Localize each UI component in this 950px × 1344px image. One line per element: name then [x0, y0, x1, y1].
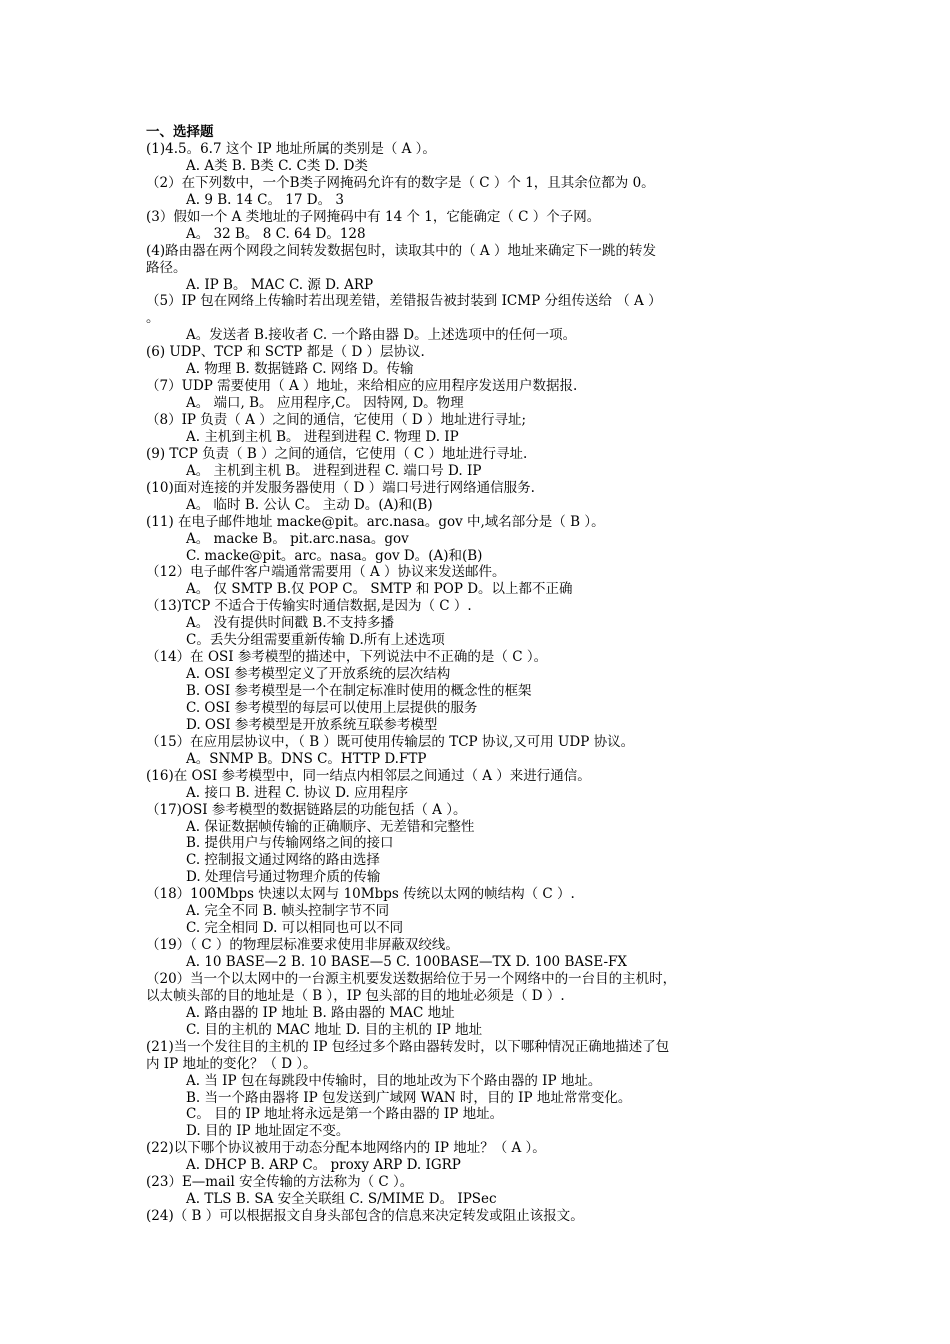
question-line: (22)以下哪个协议被用于动态分配本地网络内的 IP 地址？（ A ）。	[146, 1140, 546, 1157]
question-line: (23）E—mail 安全传输的方法称为（ C ）。	[146, 1174, 414, 1191]
option-line: A. 主机到主机 B。 进程到进程 C. 物理 D. IP	[186, 428, 459, 445]
option-line: A. 当 IP 包在每跳段中传输时，目的地址改为下个路由器的 IP 地址。	[186, 1072, 602, 1089]
section-title: 一、选择题	[146, 124, 214, 140]
question-line: (6) UDP、TCP 和 SCTP 都是（ D ）层协议.	[146, 344, 425, 361]
option-line: A. 9 B. 14 C。 17 D。 3	[186, 191, 344, 208]
option-line: C. 目的主机的 MAC 地址 D. 目的主机的 IP 地址	[186, 1021, 483, 1038]
question-line: （2）在下列数中，一个B类子网掩码允许有的数字是（ C ）个 1，且其余位都为 0。	[146, 174, 655, 191]
question-line: （8）IP 负责（ A ）之间的通信，它使用（ D ）地址进行寻址;	[146, 412, 527, 428]
option-line: A。 临时 B. 公认 C。 主动 D。(A)和(B)	[186, 496, 433, 513]
option-line: B. OSI 参考模型是一个在制定标准时使用的概念性的框架	[186, 683, 532, 699]
question-line: (16)在 OSI 参考模型中，同一结点内相邻层之间通过（ A ）来进行通信。	[146, 767, 591, 784]
option-line: D. OSI 参考模型是开放系统互联参考模型	[186, 716, 438, 733]
option-line: B. 当一个路由器将 IP 包发送到广域网 WAN 时，目的 IP 地址常常变化。	[186, 1089, 632, 1106]
option-line: A. 路由器的 IP 地址 B. 路由器的 MAC 地址	[186, 1004, 455, 1021]
option-line: A. 保证数据帧传输的正确顺序、无差错和完整性	[186, 818, 475, 835]
option-line: A. TLS B. SA 安全关联组 C. S/MIME D。 IPSec	[186, 1191, 497, 1208]
question-line: （20）当一个以太网中的一台源主机要发送数据给位于另一个网络中的一台目的主机时，	[146, 970, 677, 987]
question-line: （5）IP 包在网络上传输时若出现差错，差错报告被封装到 ICMP 分组传送给 （ A ）	[146, 293, 662, 310]
question-line: （12）电子邮件客户端通常需要用（ A ）协议来发送邮件。	[146, 564, 506, 581]
option-line: A。 主机到主机 B。 进程到进程 C. 端口号 D. IP	[186, 462, 482, 479]
option-line: A. 完全不同 B. 帧头控制字节不同	[186, 903, 390, 920]
option-line: A。发送者 B.接收者 C. 一个路由器 D。上述选项中的任何一项。	[186, 327, 577, 344]
question-line: (4)路由器在两个网段之间转发数据包时，读取其中的（ A ）地址来确定下一跳的转发	[146, 242, 656, 259]
option-line: B. 提供用户与传输网络之间的接口	[186, 835, 394, 852]
option-line: C. OSI 参考模型的每层可以使用上层提供的服务	[186, 699, 478, 716]
question-line: (21)当一个发往目的主机的 IP 包经过多个路由器转发时，以下哪种情况正确地描述了包	[146, 1038, 670, 1055]
option-line: A。 32 B。 8 C. 64 D。128	[186, 225, 366, 242]
option-line: D. 处理信号通过物理介质的传输	[186, 869, 381, 886]
option-line: A. DHCP B. ARP C。 proxy ARP D. IGRP	[186, 1157, 461, 1174]
question-list	[146, 124, 806, 1225]
question-line: （19）（ C ）的物理层标准要求使用非屏蔽双绞线。	[146, 937, 459, 954]
question-line: 。	[146, 310, 160, 327]
option-line: A。 没有提供时间戳 B.不支持多播	[186, 615, 395, 632]
question-line: （18）100Mbps 快速以太网与 10Mbps 传统以太网的帧结构（ C ）.	[146, 886, 575, 903]
question-line: (3）假如一个 A 类地址的子网掩码中有 14 个 1，它能确定（ C ）个子网。	[146, 208, 601, 225]
question-line: (9) TCP 负责（ B ）之间的通信，它使用（ C ）地址进行寻址.	[146, 445, 528, 462]
option-line: A. 接口 B. 进程 C. 协议 D. 应用程序	[186, 784, 409, 801]
option-line: C. 控制报文通过网络的路由选择	[186, 852, 380, 869]
option-line: A。 仅 SMTP B.仅 POP C。 SMTP 和 POP D。以上都不正确	[186, 581, 573, 598]
question-line: （17)OSI 参考模型的数据链路层的功能包括（ A ）。	[146, 801, 467, 818]
option-line: A. A类 B. B类 C. C类 D. D类	[186, 157, 368, 174]
question-line: (24)（ B ）可以根据报文自身头部包含的信息来决定转发或阻止该报文。	[146, 1208, 584, 1225]
option-line: A. OSI 参考模型定义了开放系统的层次结构	[186, 666, 451, 683]
option-line: C. macke@pit。arc。nasa。gov D。(A)和(B)	[186, 547, 483, 564]
option-line: A. IP B。 MAC C. 源 D. ARP	[186, 276, 374, 293]
question-line: (11) 在电子邮件地址 macke@pit。arc.nasa。gov 中,域名部分是（ B ）。	[146, 513, 605, 530]
option-line: A. 物理 B. 数据链路 C. 网络 D。传输	[186, 361, 414, 378]
question-line: （13)TCP 不适合于传输实时通信数据,是因为（ C ）.	[146, 598, 472, 615]
option-line: D. 目的 IP 地址固定不变。	[186, 1123, 350, 1140]
option-line: C。 目的 IP 地址将永远是第一个路由器的 IP 地址。	[186, 1106, 504, 1123]
question-line: (10)面对连接的并发服务器使用（ D ）端口号进行网络通信服务.	[146, 479, 535, 496]
option-line: A. 10 BASE—2 B. 10 BASE—5 C. 100BASE—TX D. 100 BASE-FX	[186, 954, 628, 970]
question-line: 路径。	[146, 259, 187, 276]
option-line: A。SNMP B。DNS C。HTTP D.FTP	[186, 750, 427, 767]
option-line: A。 macke B。 pit.arc.nasa。gov	[186, 530, 409, 547]
question-line: （14）在 OSI 参考模型的描述中，下列说法中不正确的是（ C ）。	[146, 649, 548, 666]
question-line: (1)4.5。6.7 这个 IP 地址所属的类别是（ A ）。	[146, 141, 436, 157]
option-line: A。 端口, B。 应用程序,C。 因特网, D。物理	[186, 395, 464, 412]
option-line: C。丢失分组需要重新传输 D.所有上述选项	[186, 632, 445, 649]
question-line: （15）在应用层协议中，（ B ）既可使用传输层的 TCP 协议,又可用 UDP 协议。	[146, 733, 635, 750]
question-line: （7）UDP 需要使用（ A ）地址，来给相应的应用程序发送用户数据报.	[146, 378, 578, 395]
option-line: C. 完全相同 D. 可以相同也可以不同	[186, 920, 404, 937]
question-line: 以太帧头部的目的地址是（ B ），IP 包头部的目的地址必须是（ D ）.	[146, 987, 565, 1004]
question-line: 内 IP 地址的变化？（ D ）。	[146, 1055, 317, 1072]
